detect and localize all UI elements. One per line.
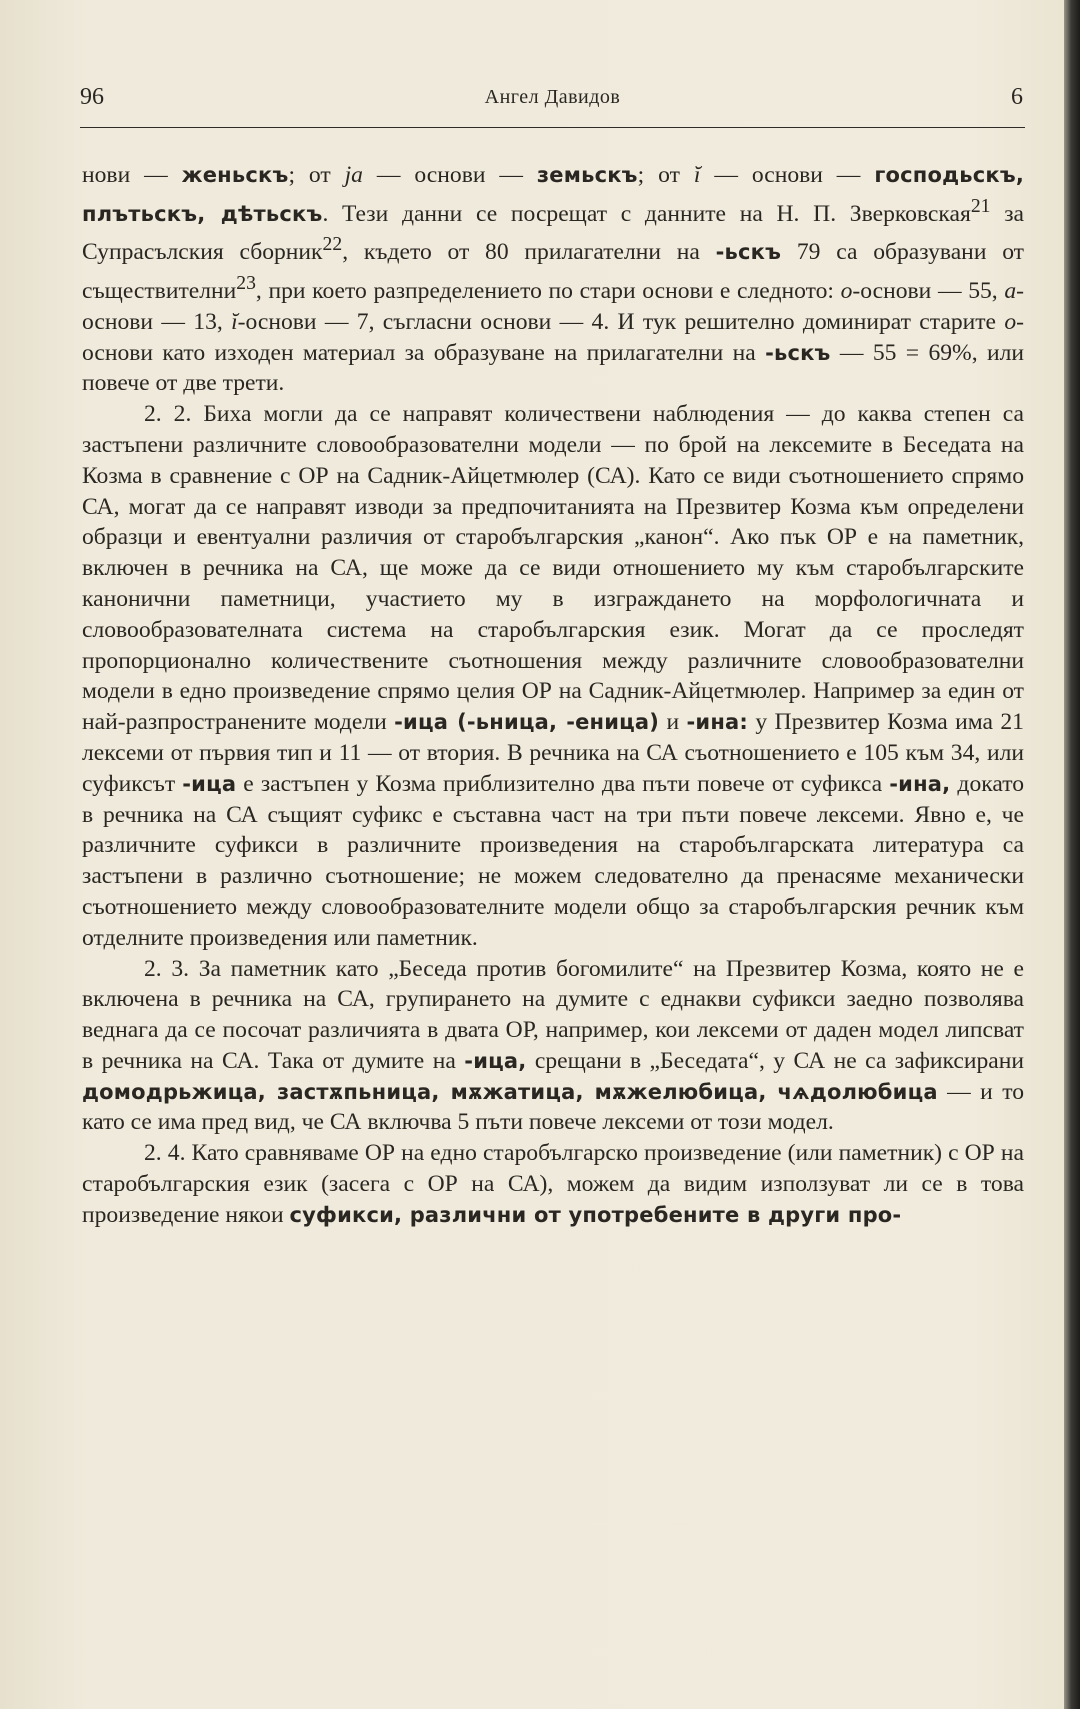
bold-term: -ина, [889,771,951,796]
text-run: срещани в „Беседата“, у СА не са зафиксирани [526,1047,1025,1074]
text-run: и [659,709,687,736]
bold-term: земьскъ [536,163,638,187]
body-text [82,160,1024,1231]
italic-term: а [1004,277,1017,304]
text-run: 2. 3. За паметник като „Беседа против богомилите“ на Презвитер Козма, която не е включена в речника на СА, групирането на думите с еднакви суфикси заедно позволява веднага да се посочат различията в двата ОР, например, кои лексеми от даден модел липсват в речника на СА. Така от думите на [82,955,1024,1074]
italic-term: о [840,277,853,304]
header-rule [80,127,1025,128]
bold-term: -ица [182,771,237,796]
bold-term: домодрьжица, застѫпьница, мѫжатица, мѫжелюбица, чѧдолюбица [82,1079,938,1104]
paragraph-continuation [82,160,1024,399]
footnote-ref: 23 [236,272,256,295]
text-run: -основи — 55, [852,277,1005,304]
page-number: 96 [80,84,104,110]
bold-term: -ьскъ [715,240,782,265]
text-run: -основи — 13, [82,277,1025,335]
text-run: докато в речника на СА същият суфикс е съставна част на три пъти повече лексеми. Явно е, че различните суфикси в различните произведения на старобългарската литература са застъпени в различно съотношение; не можем следователно да пренасяме механически съотношението между словообразователните модели общо за старобългарския речник към отделните произведения или паметник. [82,770,1024,951]
italic-term: ĭ [231,308,238,335]
text-run: ; от [637,162,694,188]
text-run: нови — [82,162,182,188]
text-run: -основи — 7, съгласни основи — 4. И тук решително доминират старите [237,308,1005,335]
text-run: 79 са образувани от съществителни [82,239,1024,304]
text-run: 2. 4. Като сравняваме ОР на едно старобългарско произведение (или паметник) с ОР на старобългарския език (засега с ОР на СА), можем да видим използуват ли се в това произведение някои [82,1140,1024,1228]
text-run: , където от 80 прилагателни на [342,239,716,266]
text-run: у Презвитер Козма има 21 лексеми от първия тип и 11 — от втория. В речника на СА съотношението е 105 към 34, или суфиксът [82,709,1024,797]
book-spine-edge [1064,0,1080,1709]
bold-term: женьскъ [181,163,289,187]
running-title: Ангел Давидов [484,86,621,108]
bold-term: -ица (-ьница, -еница) [394,710,660,735]
bold-term: -ица, [464,1048,527,1073]
running-header [80,84,1025,120]
text-run: 2. 2. Биха могли да се направят количествени наблюдения — до каква степен са застъпени различните словообразователни модели — по брой на лексемите в Беседата на Козма в сравнение с ОР на Садник-Айцетмюлер (СА). Като се види съотношението спрямо СА, могат да се направят изводи за предпочитанията на Презвитер Козма към определени образци и евентуални различия от старобългарския „канон“. Ако пък ОР е на паметник, включен в речника на СА, ще може да се види отношението му към старобългарските канонични паметници, участието му в изграждането на морфологичната и словообразователната система на старобългарския език. Могат да се проследят пропорционално количествените съотношения между различните словообразователни модели в едно произведение спрямо целия ОР на Садник-Айцетмюлер. Например за един от най-разпространените модели [82,401,1024,736]
text-run: е застъпен у Козма приблизително два пъти повече от суфикса [236,770,890,797]
text-run: — основи — [700,162,875,188]
text-run: . Тези данни се посрещат с данните на Н. П. Зверковская [322,200,971,227]
italic-term: ĭ [693,162,701,188]
paragraph-2-2 [82,399,1024,953]
bold-term: суфикси, различни от употребените в други про- [289,1202,902,1227]
paragraph-2-4 [82,1138,1024,1230]
section-number: 6 [1011,84,1023,110]
footnote-ref: 21 [970,194,991,217]
text-run: — основи — [362,162,537,188]
text-run: , при което разпределението по стари основи е следното: [255,277,841,304]
italic-term: о [1004,308,1017,335]
bold-term: -ина: [686,710,748,735]
text-run: ; от [288,162,345,188]
text-run: -основи като изходен материал за образуване на прилагателни на [82,308,1024,366]
bold-term: -ьскъ [765,340,831,365]
text-run: — 55 = 69%, или повече от две трети. [82,339,1024,397]
italic-term: ja [344,162,363,188]
bold-term: господьскъ, плътьскъ, дѣтьскъ [82,163,1025,226]
text-run: — и то като се има пред вид, че СА включва 5 пъти повече лексеми от този модел. [82,1078,1024,1136]
text-run: за Супрасълския сборник [82,200,1024,266]
footnote-ref: 22 [322,233,343,256]
paragraph-2-3 [82,954,1024,1139]
